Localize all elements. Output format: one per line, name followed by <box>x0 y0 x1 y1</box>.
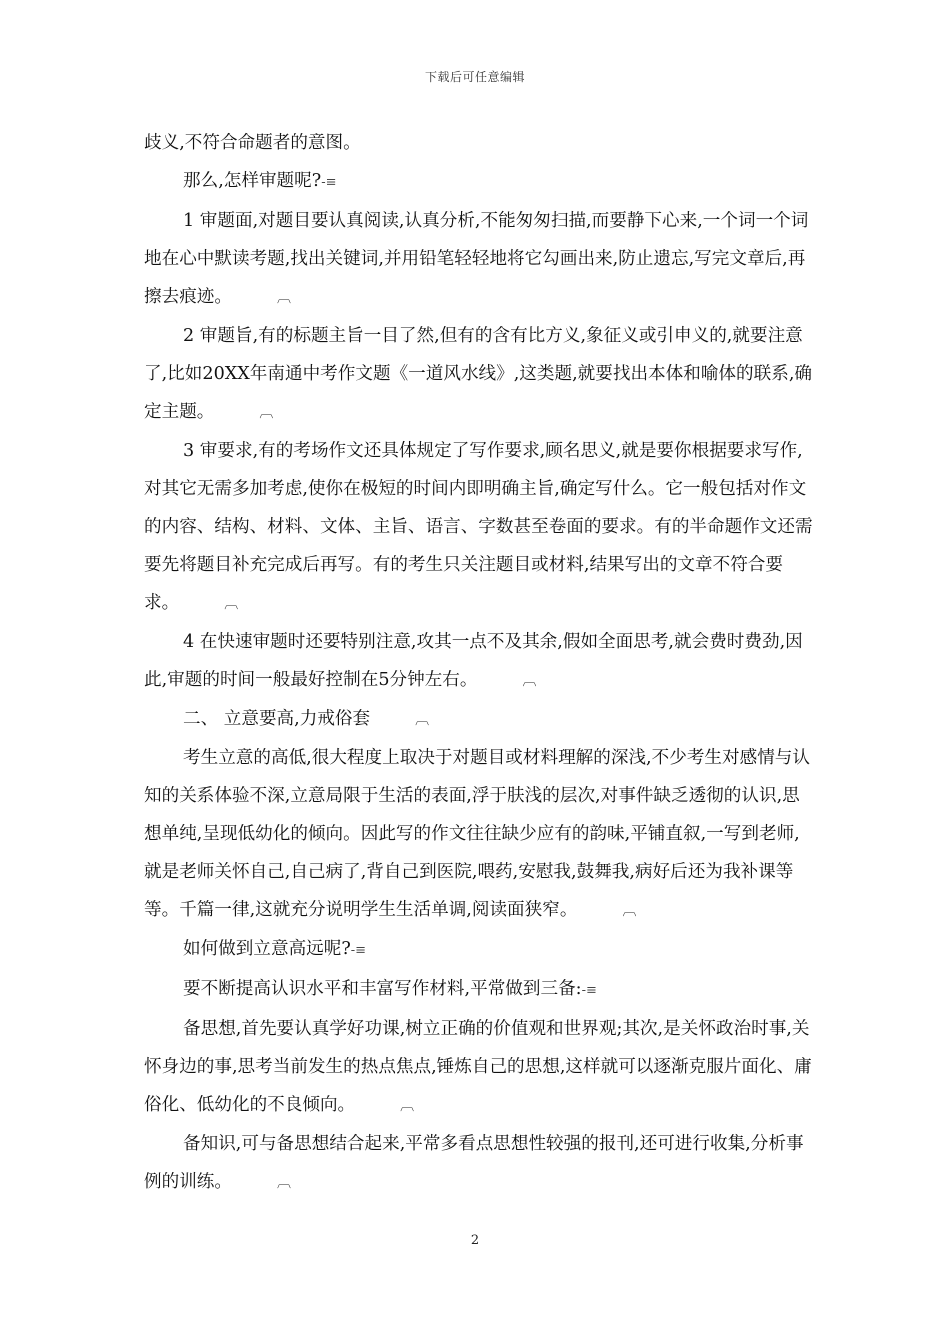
paragraph-text: 备知识,可与备思想结合起来,平常多看点思想性较强的报刊,还可进行收集,分析事例的训练。 <box>144 1134 804 1192</box>
paragraph-12 <box>144 1125 814 1202</box>
paragraph-4 <box>144 317 814 432</box>
paragraph-3 <box>144 202 814 317</box>
paragraph-text: 要不断提高认识水平和丰富写作材料,平常做到三备: <box>183 979 582 999</box>
paragraph-end-mark: ︹ <box>276 1175 291 1191</box>
paragraph-1 <box>144 124 814 162</box>
paragraph-10 <box>144 970 814 1010</box>
paragraph-text: 考生立意的高低,很大程度上取决于对题目或材料理解的深浅,不少考生对感情与认知的关系体验不深,立意局限于生活的表面,浮于肤浅的层次,对事件缺乏透彻的认识,思想单纯,呈现低幼化的倾向。因此写的作文往往缺少应有的韵味,平铺直叙,一写到老师,就是老师关怀自己,自己病了,背自己到医院,喂药,安慰我,鼓舞我,病好后还为我补课等等。千篇一律,这就充分说明学生生活单调,阅读面狭窄。 <box>144 748 810 920</box>
page-number: 2 <box>470 1233 480 1248</box>
paragraph-8 <box>144 739 814 930</box>
paragraph-11 <box>144 1010 814 1125</box>
paragraph-2 <box>144 162 814 202</box>
paragraph-text: 3 审要求,有的考场作文还具体规定了写作要求,顾名思义,就是要你根据要求写作,对其它无需多加考虑,使你在极短的时间内即明确主旨,确定写什么。它一般包括对作文的内容、结构、材料、文体、主旨、语言、字数甚至卷面的要求。有的半命题作文还需要先将题目补充完成后再写。有的考生只关注题目或材料,结果写出的文章不符合要求。 <box>144 441 813 613</box>
page-header: 下载后可任意编辑 <box>424 70 525 84</box>
paragraph-end-mark: ︹ <box>276 290 291 306</box>
paragraph-5 <box>144 432 814 623</box>
paragraph-end-mark: -≡ <box>581 983 597 998</box>
paragraph-text: 那么,怎样审题呢? <box>183 171 322 191</box>
paragraph-end-mark: -≡ <box>350 943 367 958</box>
paragraph-end-mark: ︹ <box>522 673 537 689</box>
paragraph-6 <box>144 623 814 700</box>
paragraph-end-mark: ︹ <box>400 1098 415 1114</box>
paragraph-9 <box>144 930 814 970</box>
section-heading-text: 二、 立意要高,力戒俗套 <box>183 709 371 729</box>
paragraph-end-mark: ︹ <box>415 712 430 728</box>
paragraph-end-mark: ︹ <box>259 405 274 421</box>
paragraph-end-mark: ︹ <box>224 596 239 612</box>
paragraph-text: 2 审题旨,有的标题主旨一目了然,但有的含有比方义,象征义或引申义的,就要注意了,比如20XX年南通中考作文题《一道风水线》,这类题,就要找出本体和喻体的联系,确定主题。 <box>144 326 812 422</box>
section-heading <box>144 700 814 739</box>
paragraph-text: 备思想,首先要认真学好功课,树立正确的价值观和世界观;其次,是关怀政治时事,关怀身边的事,思考当前发生的热点焦点,锤炼自己的思想,这样就可以逐渐克服片面化、庸俗化、低幼化的不良倾向。 <box>144 1019 812 1115</box>
paragraph-end-mark: ︹ <box>622 903 637 919</box>
paragraph-text: 歧义,不符合命题者的意图。 <box>144 133 361 153</box>
paragraph-text: 如何做到立意高远呢? <box>183 939 351 959</box>
paragraph-text: 1 审题面,对题目要认真阅读,认真分析,不能匆匆扫描,而要静下心来,一个词一个词地在心中默读考题,找出关键词,并用铅笔轻轻地将它勾画出来,防止遗忘,写完文章后,再擦去痕迹。 <box>144 211 809 307</box>
document-body <box>144 124 814 1202</box>
paragraph-text: 4 在快速审题时还要特别注意,攻其一点不及其余,假如全面思考,就会费时费劲,因此,审题的时间一般最好控制在5分钟左右。 <box>144 632 803 690</box>
paragraph-end-mark: -≡ <box>321 175 337 190</box>
